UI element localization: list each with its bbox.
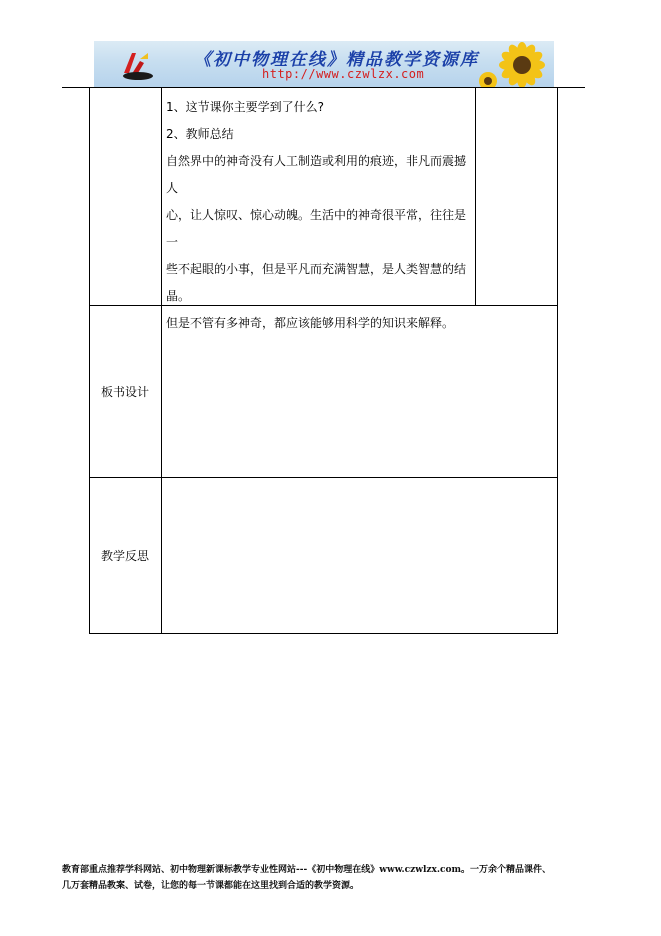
table-border	[89, 88, 90, 634]
site-logo-icon	[118, 47, 154, 83]
summary-item-2: 2、教师总结	[166, 127, 234, 141]
table-border	[89, 633, 558, 634]
sunflower-icon	[474, 41, 554, 87]
header-rule	[62, 87, 585, 88]
summary-item-1: 1、这节课你主要学到了什么?	[166, 100, 325, 114]
table-border	[475, 88, 476, 305]
summary-paragraph-line: 但是不管有多神奇，都应该能够用科学的知识来解释。	[166, 316, 455, 330]
page-footer	[62, 862, 602, 894]
footer-line: 几万套精品教案、试卷，让您的每一节课都能在这里找到合适的教学资源。	[62, 881, 360, 891]
header-banner	[94, 41, 554, 87]
table-border	[161, 88, 162, 634]
summary-paragraph-line: 心，让人惊叹、惊心动魄。生活中的神奇很平常，往往是一	[166, 208, 467, 249]
summary-paragraph-line: 自然界中的神奇没有人工制造或利用的痕迹，非凡而震撼人	[166, 154, 467, 195]
teaching-reflection-label: 教学反思	[101, 549, 150, 563]
summary-paragraph-line: 些不起眼的小事，但是平凡而充满智慧，是人类智慧的结晶。	[166, 262, 467, 303]
table-border	[89, 477, 558, 478]
banner-url[interactable]: http://www.czwlzx.com	[262, 67, 425, 81]
board-design-label: 板书设计	[101, 385, 150, 399]
summary-cell	[166, 94, 472, 337]
footer-line: 教育部重点推荐学科网站、初中物理新课标教学专业性网站---《初中物理在线》www.czwlzx.com。一万余个精品课件、	[62, 865, 552, 875]
table-border	[557, 88, 558, 634]
banner-title: 《初中物理在线》精品教学资源库	[194, 50, 479, 70]
